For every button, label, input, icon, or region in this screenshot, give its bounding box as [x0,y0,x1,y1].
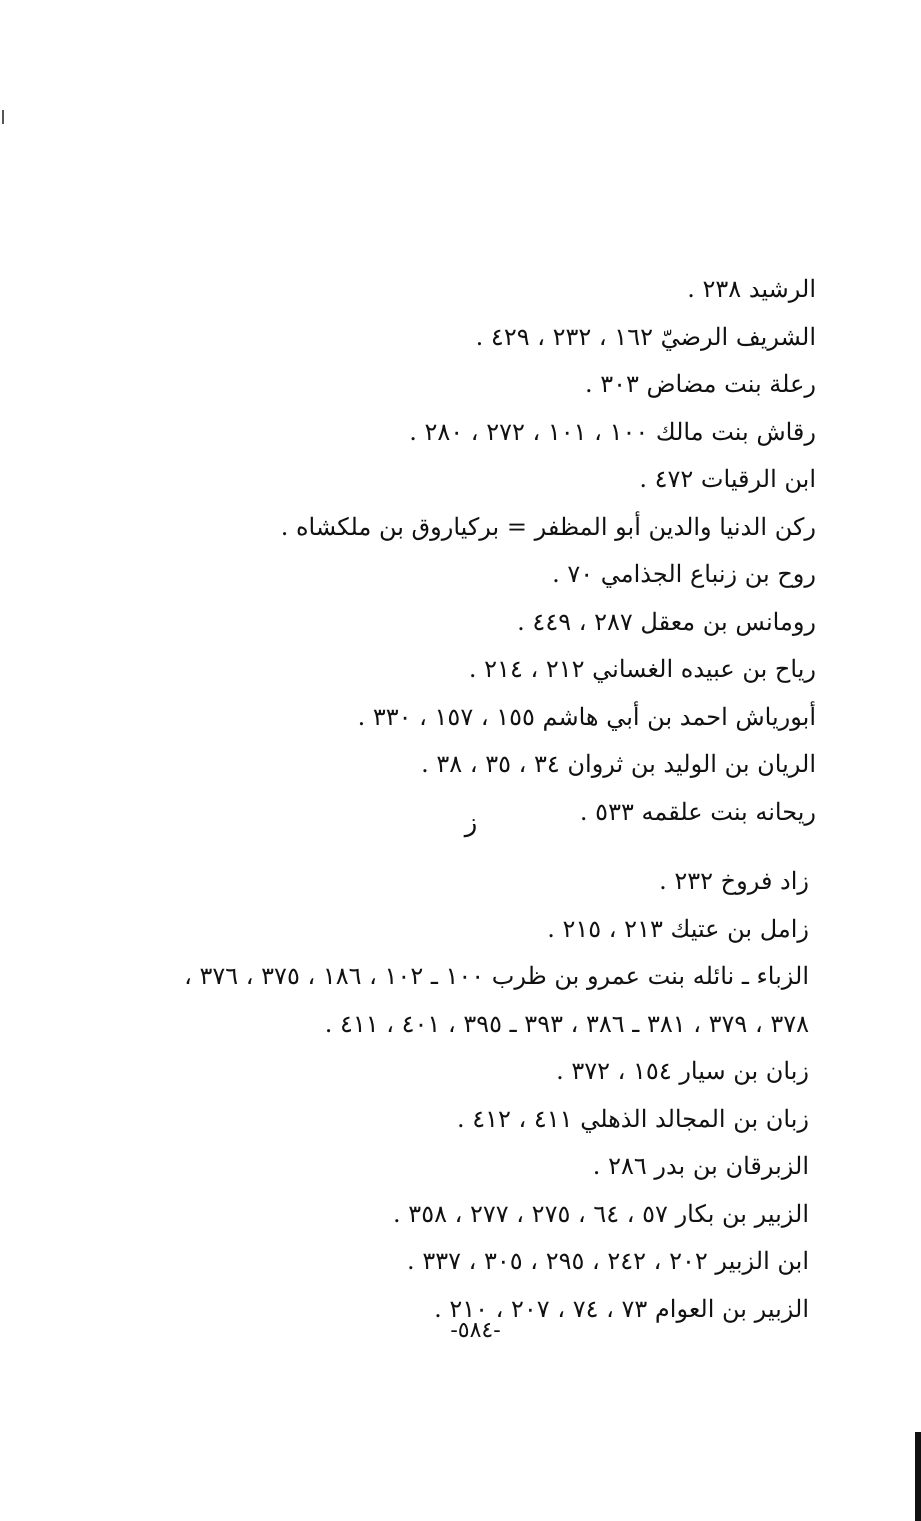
index-entry: الزبير بن العوام ٧٣ ، ٧٤ ، ٢٠٧ ، ٢١٠ . [434,1294,809,1323]
index-entry: زبان بن المجالد الذهلي ٤١١ ، ٤١٢ . [456,1104,809,1133]
scan-speck [2,110,4,124]
index-entry: الرشيد ٢٣٨ . [687,275,816,303]
index-entry-continuation: ٣٧٨ ، ٣٧٩ ، ٣٨١ ـ ٣٨٦ ، ٣٩٣ ـ ٣٩٥ ، ٤٠١ ، ٤١١ . [324,1009,809,1038]
index-entry: رومانس بن معقل ٢٨٧ ، ٤٤٩ . [517,607,816,636]
index-entry: زبان بن سيار ١٥٤ ، ٣٧٢ . [556,1057,809,1085]
index-section-ra [96,266,816,836]
index-entry: أبورياش احمد بن أبي هاشم ١٥٥ ، ١٥٧ ، ٣٣٠ . [357,702,816,731]
index-section-zay [9,858,809,1333]
index-entry: الشريف الرضيّ ١٦٢ ، ٢٣٢ ، ٤٢٩ . [475,322,816,351]
index-entry: الزباء ـ نائله بنت عمرو بن ظرب ١٠٠ ـ ١٠٢ ، ١٨٦ ، ٣٧٥ ، ٣٧٦ ، [184,962,809,990]
index-entry: الزبرقان بن بدر ٢٨٦ . [592,1152,809,1180]
index-entry: ريحانه بنت علقمه ٥٣٣ . [579,797,816,826]
scan-edge-mark [915,1432,921,1521]
index-entry: رعلة بنت مضاض ٣٠٣ . [584,370,816,398]
index-entry: ركن الدنيا والدين أبو المظفر = بركياروق بن ملكشاه . [280,512,816,541]
index-entry: الزبير بن بكار ٥٧ ، ٦٤ ، ٢٧٥ ، ٢٧٧ ، ٣٥٨ . [393,1199,809,1228]
page-number: -٥٨٤- [450,1318,501,1343]
index-entry: زاد فروخ ٢٣٢ . [659,867,809,895]
index-entry: روح بن زنباع الجذامي ٧٠ . [552,560,816,588]
index-entry: الريان بن الوليد بن ثروان ٣٤ ، ٣٥ ، ٣٨ . [421,750,816,778]
index-entry: رياح بن عبيده الغساني ٢١٢ ، ٢١٤ . [468,655,816,683]
index-entry: ابن الرقيات ٤٧٢ . [639,465,816,493]
index-entry: رقاش بنت مالك ١٠٠ ، ١٠١ ، ٢٧٢ ، ٢٨٠ . [409,417,816,446]
section-letter-heading: ز [464,808,478,838]
page-number-footer [0,1318,921,1343]
index-entry: ابن الزبير ٢٠٢ ، ٢٤٢ ، ٢٩٥ ، ٣٠٥ ، ٣٣٧ . [407,1247,809,1275]
index-entry: زامل بن عتيك ٢١٣ ، ٢١٥ . [547,914,809,943]
